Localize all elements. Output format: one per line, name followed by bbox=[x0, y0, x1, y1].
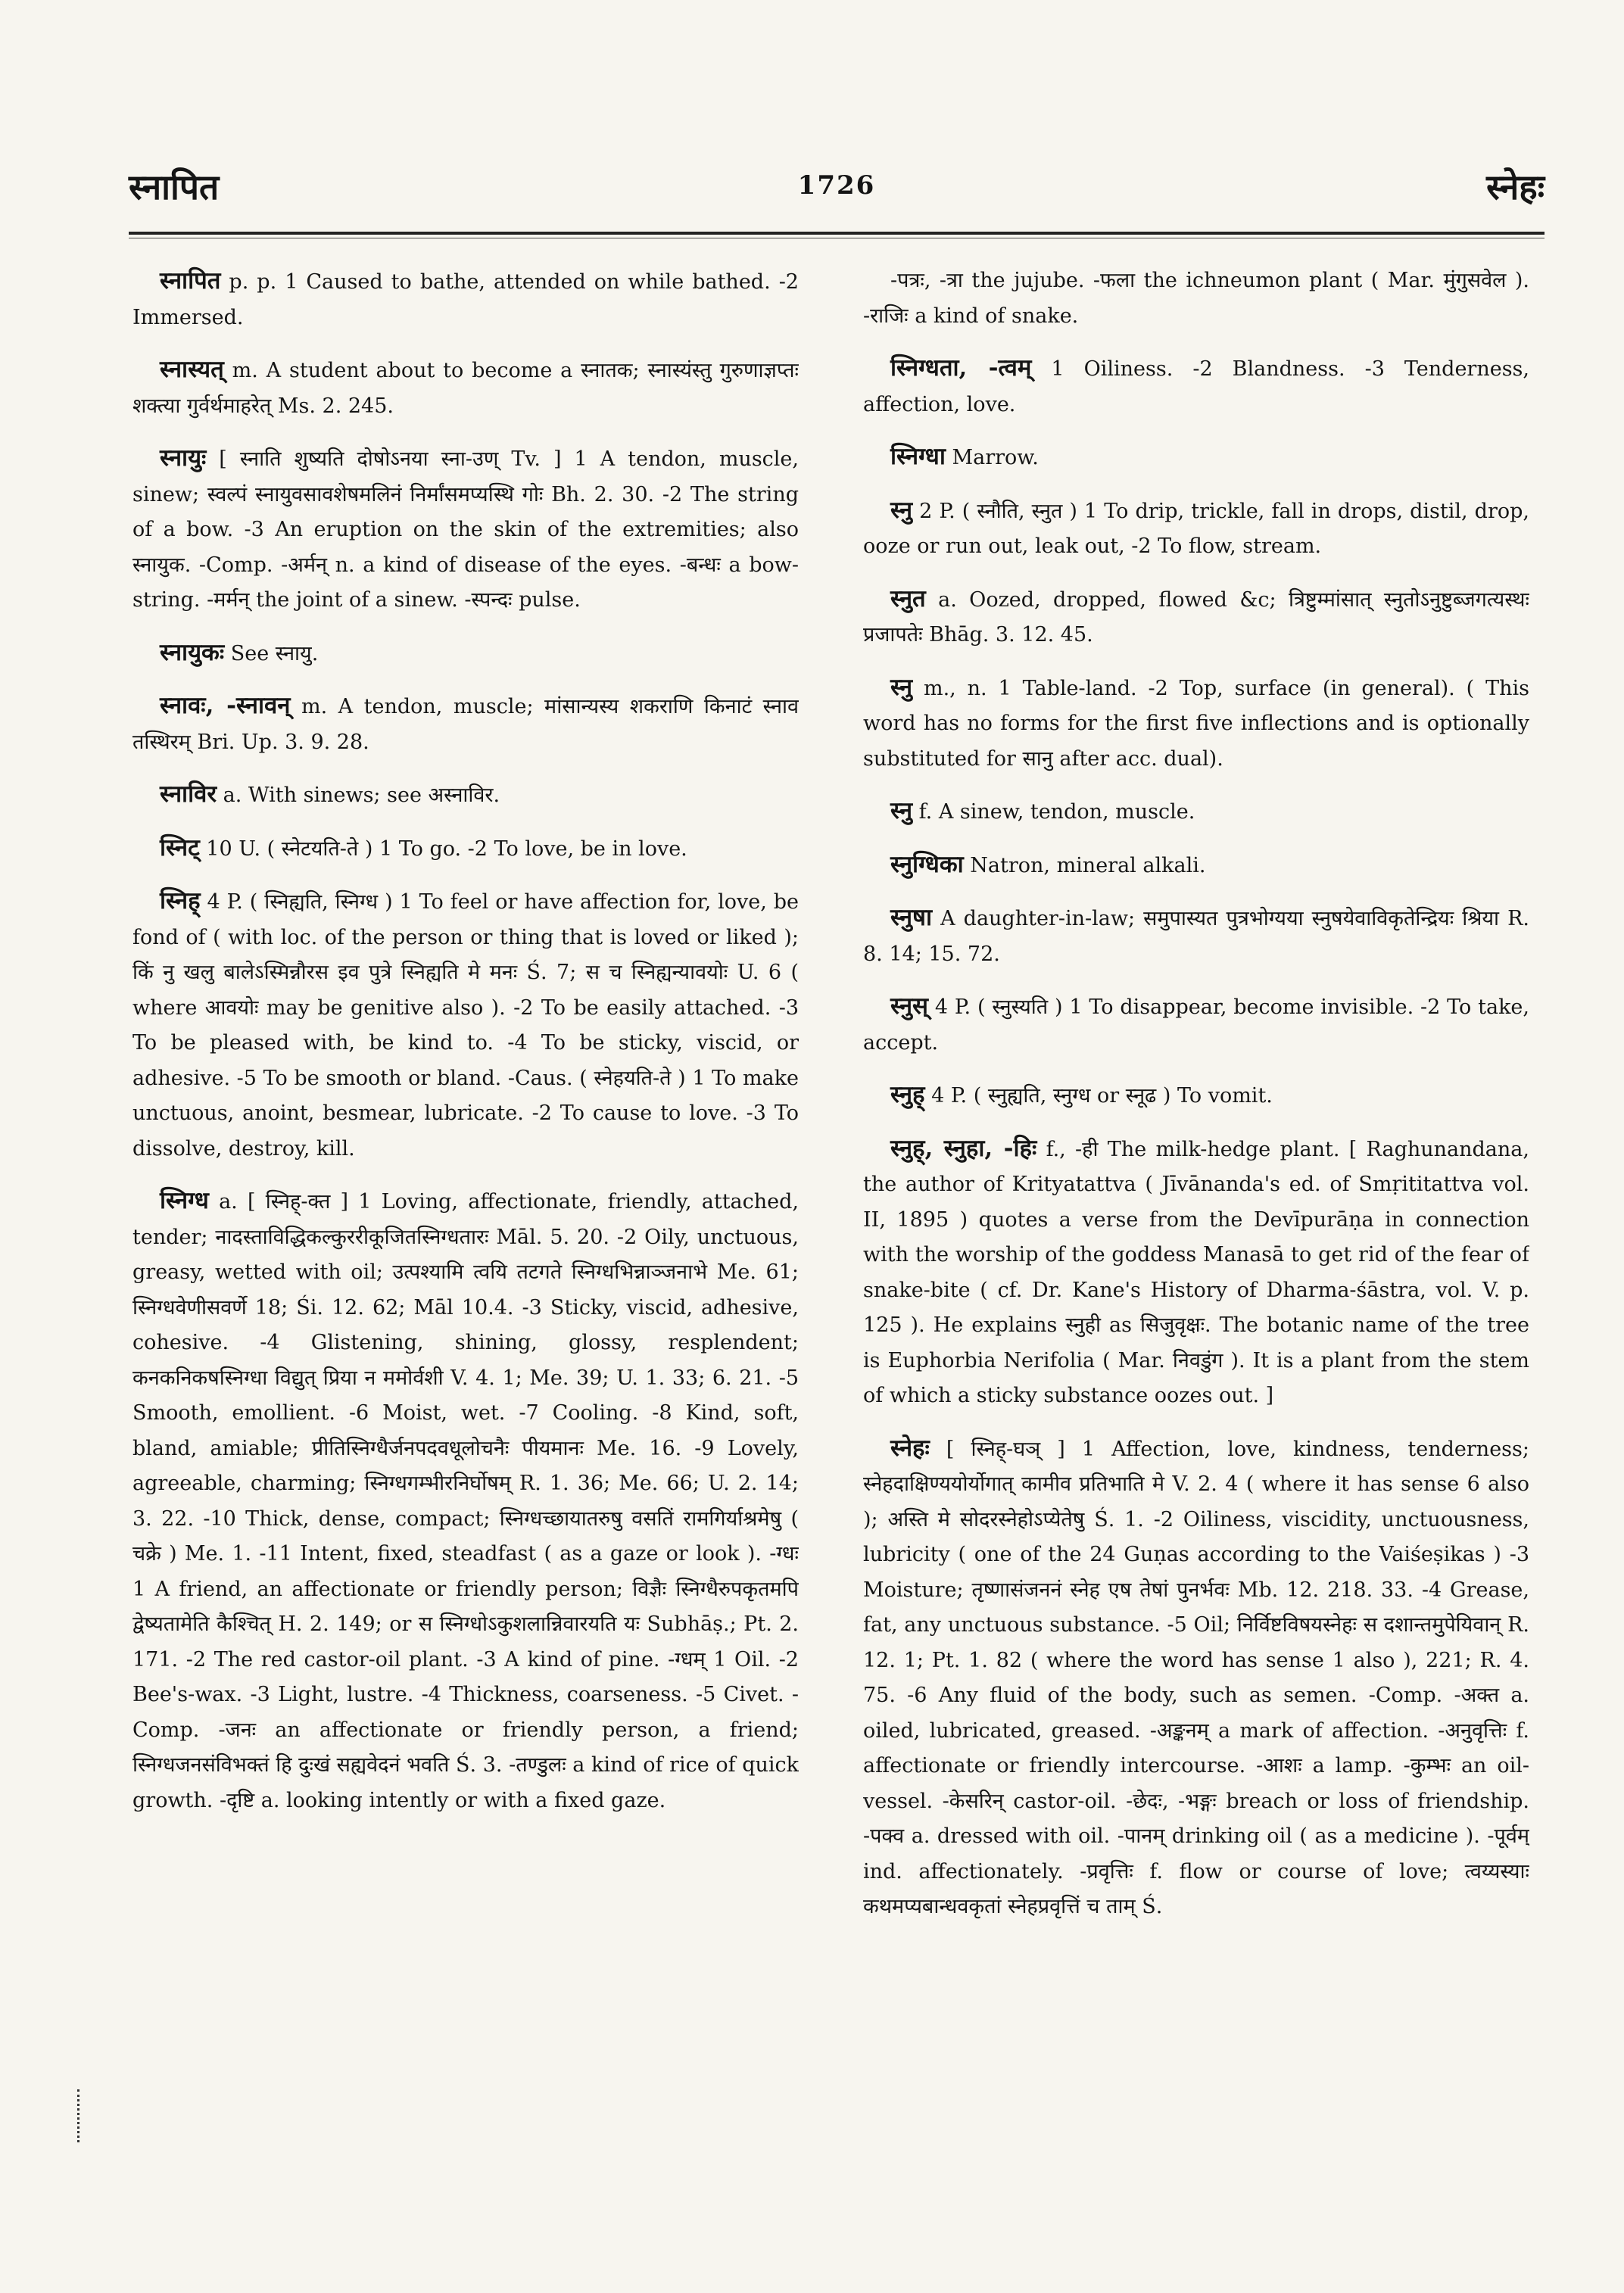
dictionary-entry bbox=[863, 350, 1529, 422]
entry-text: See स्नायु. bbox=[224, 641, 319, 665]
entry-text: Marrow. bbox=[945, 446, 1039, 469]
entry-text: [ स्निह्-घञ् ] 1 Affection, love, kindness, tenderness; स्नेहदाक्षिण्ययोर्योगात् कामीव प्रतिभाति मे V. 2. 4 ( where it has sense 6 also ); अस्ति मे सोदरस्नेहोऽप्येतेषु Ś. 1. -2 Oiliness, viscidity, unctuousness, lubricity ( one of the 24 Guṇas according to the Vaiśeṣikas ) -3 Moisture; तृष्णासंजननं स्नेह एष तेषां पुनर्भवः Mb. 12. 218. 33. -4 Grease, fat, any unctuous substance. -5 Oil; निर्विष्टविषयस्नेहः स दशान्तमुपेयिवान् R. 12. 1; Pt. 1. 82 ( where the word has sense 1 also ), 221; R. 4. 75. -6 Any fluid of the body, such as semen. -Comp. -अक्त a. oiled, lubricated, greased. -अङ्कनम् a mark of affection. -अनुवृत्तिः f. affectionate or friendly intercourse. -आशः a lamp. -कुम्भः an oil-vessel. -केसरिन् castor-oil. -छेदः, -भङ्गः breach or loss of friendship. -पक्व a. dressed with oil. -पानम् drinking oil ( as a medicine ). -पूर्वम् ind. affectionately. -प्रवृत्तिः f. flow or course of love; त्वय्यस्याः कथमप्यबान्धवकृतां स्नेहप्रवृत्तिं च ताम् Ś. bbox=[863, 1437, 1529, 1918]
dictionary-entry bbox=[132, 830, 799, 868]
entry-text: Natron, mineral alkali. bbox=[963, 853, 1206, 877]
entry-headword: स्नेहः bbox=[890, 1434, 930, 1462]
dictionary-entry bbox=[863, 1431, 1529, 1925]
entry-headword: स्नु bbox=[890, 797, 913, 824]
entry-text: m. A student about to become a स्नातक; स्नास्यंस्तु गुरुणाज्ञप्तः शक्त्या गुर्वर्थमाहरेत् Ms. 2. 245. bbox=[132, 359, 799, 418]
running-head-right: स्नेहः bbox=[1486, 167, 1545, 207]
entry-text: 4 P. ( स्निह्यति, स्निग्ध ) 1 To feel or have affection for, love, be fond of ( with loc. of the person or thing that is loved or liked ); किं नु खलु बालेऽस्मिन्नौरस इव पुत्रे स्निह्यति मे मनः Ś. 7; स च स्निह्यन्यावयोः U. 6 ( where आवयोः may be genitive also ). -2 To be easily attached. -3 To be pleased with, be kind to. -4 To be sticky, viscid, or adhesive. -5 To be smooth or bland. -Caus. ( स्नेहयति-ते ) 1 To make unctuous, anoint, besmear, lubricate. -2 To cause to love. -3 To dissolve, destroy, kill. bbox=[132, 890, 799, 1161]
margin-marks bbox=[77, 2089, 87, 2142]
dictionary-entry bbox=[863, 793, 1529, 830]
dictionary-entry bbox=[132, 883, 799, 1167]
dictionary-entry bbox=[132, 441, 799, 618]
entry-text: f. A sinew, tendon, muscle. bbox=[912, 800, 1195, 824]
dictionary-entry bbox=[863, 493, 1529, 565]
dictionary-entry bbox=[863, 670, 1529, 777]
entry-text: p. p. 1 Caused to bathe, attended on while bathed. -2 Immersed. bbox=[132, 270, 799, 329]
entry-headword: स्नुत bbox=[890, 584, 926, 612]
entry-headword: स्नास्यत् bbox=[160, 356, 224, 383]
entry-headword: स्नु bbox=[890, 673, 913, 701]
dictionary-entry bbox=[863, 989, 1529, 1061]
entry-text: a. [ स्निह्-क्त ] 1 Loving, affectionate, friendly, attached, tender; नादस्ताविद्धिकल्कुररीकूजितस्निग्धतारः Māl. 5. 20. -2 Oily, unctuous, greasy, wetted with oil; उत्पश्यामि त्वयि तटगते स्निग्धभिन्नाञ्जनाभे Me. 61; स्निग्धवेणीसवर्णे 18; Śi. 12. 62; Māl 10.4. -3 Sticky, viscid, adhesive, cohesive. -4 Glistening, shining, glossy, resplendent; कनकनिकषस्निग्धा विद्युत् प्रिया न ममोर्वशी V. 4. 1; Me. 39; U. 1. 33; 6. 21. -5 Smooth, emollient. -6 Moist, wet. -7 Cooling. -8 Kind, soft, bland, amiable; प्रीतिस्निग्धैर्जनपदवधूलोचनैः पीयमानः Me. 16. -9 Lovely, agreeable, charming; स्निग्धगम्भीरनिर्घोषम् R. 1. 36; Me. 66; U. 2. 14; 3. 22. -10 Thick, dense, compact; स्निग्धच्छायातरुषु वसतिं रामगिर्याश्रमेषु ( चक्रे ) Me. 1. -11 Intent, fixed, steadfast ( as a gaze or look ). -ग्धः 1 A friend, an affectionate or friendly person; विज्ञैः स्निग्धैरुपकृतमपि द्वेष्यतामेति कैश्चित् H. 2. 149; or स स्निग्धोऽकुशलान्निवारयति यः Subhāṣ.; Pt. 2. 171. -2 The red castor-oil plant. -3 A kind of pine. -ग्धम् 1 Oil. -2 Bee's-wax. -3 Light, lustre. -4 Thickness, coarseness. -5 Civet. -Comp. -जनः an affectionate or friendly person, a friend; स्निग्धजनसंविभक्तं हि दुःखं सह्यवेदनं भवति Ś. 3. -तण्डुलः a kind of rice of quick growth. -दृष्टि a. looking intently or with a fixed gaze. bbox=[132, 1190, 799, 1812]
entry-headword: स्नायुकः bbox=[160, 638, 225, 666]
dictionary-entry bbox=[132, 352, 799, 424]
page-number: 1726 bbox=[797, 170, 876, 201]
entry-text: [ स्नाति शुष्यति दोषोऽनया स्ना-उण् Tv. ] 1 A tendon, muscle, sinew; स्वल्पं स्नायुवसावशेषमलिनं निर्मांसमप्यस्थि गोः Bh. 2. 30. -2 The string of a bow. -3 An eruption on the skin of the extremities; also स्नायुक. -Comp. -अर्मन् n. a kind of disease of the eyes. -बन्धः a bow-string. -मर्मन् the joint of a sinew. -स्पन्दः pulse. bbox=[132, 447, 799, 612]
dictionary-entry bbox=[132, 688, 799, 760]
dictionary-entry bbox=[863, 439, 1529, 476]
entry-text: m., n. 1 Table-land. -2 Top, surface (in general). ( This word has no forms for the first five inflections and is optionally substituted for सानु after acc. dual). bbox=[863, 676, 1529, 771]
entry-text: 2 P. ( स्नौति, स्नुत ) 1 To drip, trickle, fall in drops, distil, drop, ooze or run out, leak out, -2 To flow, stream. bbox=[863, 499, 1529, 558]
entry-headword: स्नाविर bbox=[160, 780, 217, 808]
entry-headword: स्नुह् bbox=[890, 1081, 925, 1108]
left-column bbox=[132, 263, 799, 2270]
dictionary-entry bbox=[863, 1077, 1529, 1114]
dictionary-entry bbox=[863, 263, 1529, 334]
right-column bbox=[863, 263, 1529, 2270]
entry-headword: स्नु bbox=[890, 496, 913, 524]
dictionary-entry bbox=[863, 581, 1529, 653]
dictionary-entry bbox=[132, 777, 799, 814]
entry-headword: स्नुषा bbox=[890, 904, 932, 931]
entry-text: -पत्रः, -त्रा the jujube. -फला the ichneumon plant ( Mar. मुंगुसवेल ). -राजिः a kind of snake. bbox=[863, 269, 1529, 328]
page-header bbox=[129, 163, 1545, 216]
entry-text: 1 Oiliness. -2 Blandness. -3 Tenderness, affection, love. bbox=[863, 357, 1529, 416]
entry-text: f., -ही The milk-hedge plant. [ Raghunandana, the author of Krityatattva ( Jīvānanda's ed. of Smṛititattva vol. II, 1895 ) quotes a verse from the Devīpurāṇa in connection with the worship of the goddess Manasā to get rid of the fear of snake-bite ( cf. Dr. Kane's History of Dharma-śāstra, vol. V. p. 125 ). He explains स्नुही as सिजुवृक्षः. The botanic name of the tree is Euphorbia Nerifolia ( Mar. निवडुंग ). It is a plant from the stem of which a sticky substance oozes out. ] bbox=[863, 1137, 1529, 1407]
dictionary-entry bbox=[132, 1183, 799, 1818]
entry-text: 4 P. ( स्नुह्यति, स्नुग्ध or स्नूढ ) To vomit. bbox=[924, 1084, 1273, 1108]
entry-headword: स्नुस् bbox=[890, 992, 929, 1020]
running-head-left: स्नापित bbox=[129, 167, 220, 207]
dictionary-entry bbox=[863, 847, 1529, 884]
entry-headword: स्निग्ध bbox=[160, 1187, 209, 1214]
dictionary-entry bbox=[863, 900, 1529, 972]
entry-headword: स्निग्धा bbox=[890, 443, 946, 470]
entry-text: a. With sinews; see अस्नाविर. bbox=[217, 784, 500, 807]
entry-headword: स्निट् bbox=[160, 833, 200, 861]
entry-headword: स्नुह्, स्नुहा, -हिः bbox=[890, 1134, 1037, 1162]
entry-text: a. Oozed, dropped, flowed &c; त्रिष्टुम्मांसात् स्नुतोऽनुष्टुब्जगत्यस्थः प्रजापतेः Bhāg. 3. 12. 45. bbox=[863, 587, 1529, 646]
entry-headword: स्निह् bbox=[160, 887, 201, 914]
entry-text: A daughter-in-law; समुपास्यत पुत्रभोग्यया स्नुषयेवाविकृतेन्द्रियः श्रिया R. 8. 14; 15. 72. bbox=[863, 907, 1529, 966]
entry-text: 4 P. ( स्नुस्यति ) 1 To disappear, become invisible. -2 To take, accept. bbox=[863, 995, 1529, 1055]
entry-headword: स्नायुः bbox=[160, 444, 207, 472]
dictionary-entry bbox=[132, 635, 799, 672]
entry-headword: स्नावः, -स्नावन् bbox=[160, 692, 291, 719]
dictionary-entry bbox=[132, 263, 799, 335]
entry-headword: स्निग्धता, -त्वम् bbox=[890, 354, 1032, 382]
entry-text: 10 U. ( स्नेटयति-ते ) 1 To go. -2 To love, be in love. bbox=[199, 837, 687, 861]
dictionary-entry bbox=[863, 1131, 1529, 1414]
entry-text: m. A tendon, muscle; मांसान्यस्य शकराणि किनाटं स्नाव तस्थिरम् Bri. Up. 3. 9. 28. bbox=[132, 695, 799, 754]
entry-headword: स्नापित bbox=[160, 267, 221, 294]
entry-headword: स्नुग्धिका bbox=[890, 850, 964, 878]
header-rule bbox=[129, 232, 1545, 235]
